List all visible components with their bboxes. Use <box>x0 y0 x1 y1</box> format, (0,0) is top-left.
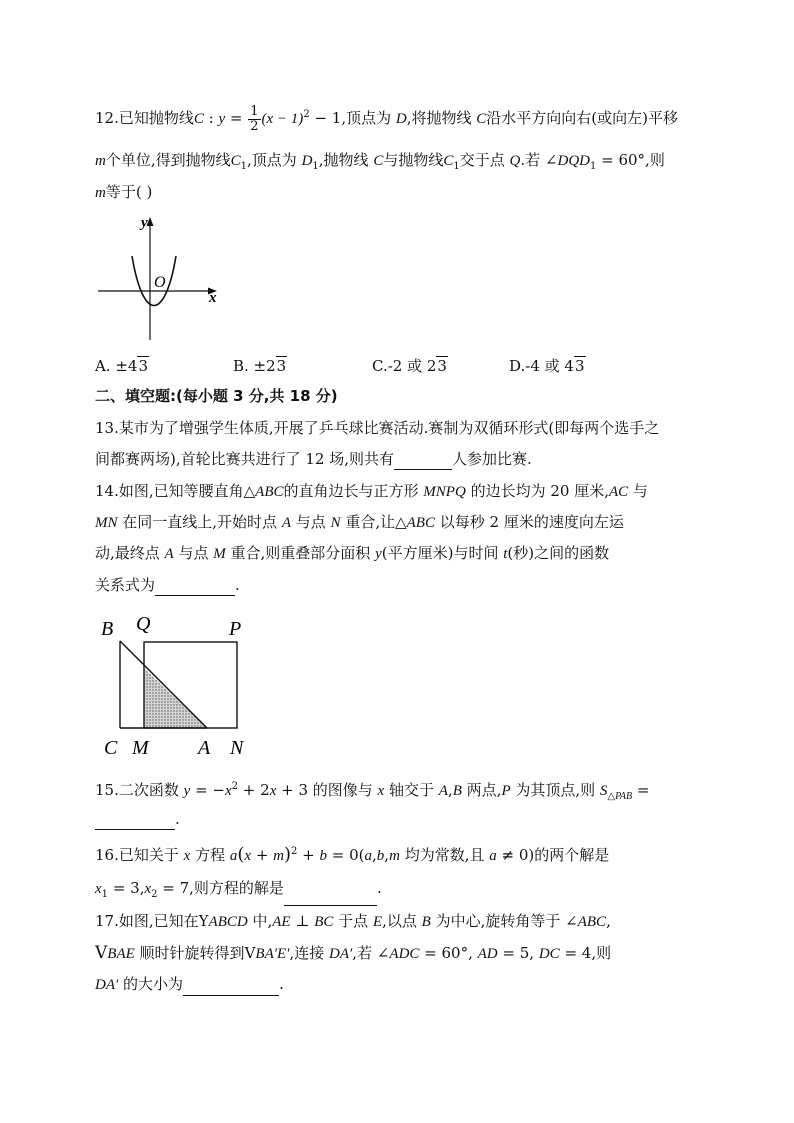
label-P: P <box>229 618 242 640</box>
label-A: A <box>198 737 211 759</box>
q14-answer-blank[interactable] <box>155 579 235 596</box>
q12-line-2: m个单位,得到抛物线$C_1$,顶点为 $D_1$,抛物线 C与抛物线$C_1$交于点 Q.若 $\angle DQD_1 = 60^\circ$,则 <box>95 151 665 172</box>
q13-line-1: 13.某市为了增强学生体质,开展了乒乓球比赛活动.赛制为双循环形式(即每两个选手之 <box>95 419 660 437</box>
q12-line-3: m等于( ) <box>95 183 153 201</box>
section-heading: 二、填空题:(每小题 3 分,共 18 分) <box>95 387 338 405</box>
q12-line-1: 12.已知抛物线C : y = $\frac{1}{2}$ $(x - 1)^2 - 1$,顶点为 D,将抛物线 C沿水平方向向右(或向左)平移 <box>95 103 678 134</box>
label-M: M <box>132 737 149 759</box>
q17-line-2: VBAE 顺时针旋转得到VBA′E′,连接 DA′,若 ∠ADC = 60°, AD = 5, DC = 4,则 <box>95 943 612 963</box>
option-c[interactable]: C.-2 或 23 <box>372 357 447 375</box>
q14-square-triangle-figure <box>98 608 258 763</box>
q16-answer-blank[interactable] <box>284 889 377 906</box>
q15-line-1: 15.二次函数 $y = -x^2 + 2x + 3$ 的图像与 x 轴交于 A,B 两点,P 为其顶点,则 $S_{\triangle PAB}$ = <box>95 781 650 802</box>
q16-line-2: $x_1 = 3,x_2 = 7$,则方程的解是 . <box>95 877 382 906</box>
origin-label: O <box>154 274 166 291</box>
y-axis-label: y <box>141 215 148 231</box>
label-C: C <box>104 737 118 759</box>
q15-answer-blank[interactable] <box>95 813 175 830</box>
q17-line-1: 17.如图,已知在YABCD 中,AE ⊥ BC 于点 E,以点 B 为中心,旋转角等于 ∠ABC, <box>95 912 611 930</box>
option-b[interactable]: B. ±23 <box>233 357 287 375</box>
fraction-one-half: $\frac{1}{2}$ <box>250 103 259 134</box>
q13-line-2: 间都赛两场),首轮比赛共进行了 12 场,则共有 人参加比赛. <box>95 450 532 468</box>
label-B: B <box>101 618 114 640</box>
q14-line-4: 关系式为 . <box>95 576 240 594</box>
label-Q: Q <box>136 613 151 635</box>
option-d[interactable]: D.-4 或 43 <box>509 357 585 375</box>
q16-line-1: 16.已知关于 x 方程 $a(x + m)^2 + b = 0(a,b,m$ 均为常数,且 a ≠ 0)的两个解是 <box>95 844 610 865</box>
q15-line-2: . <box>95 808 180 830</box>
option-a[interactable]: A. ±43 <box>95 357 149 375</box>
q13-answer-blank[interactable] <box>394 453 452 470</box>
q14-line-3: 动,最终点 A 与点 M 重合,则重叠部分面积 y(平方厘米)与时间 t(秒)之间的函数 <box>95 544 610 562</box>
q17-answer-blank[interactable] <box>183 979 279 996</box>
label-N: N <box>230 737 244 759</box>
q14-line-1: 14.如图,已知等腰直角△ABC的直角边长与正方形 MNPQ 的边长均为 20 厘米,AC 与 <box>95 482 648 500</box>
q14-line-2: MN 在同一直线上,开始时点 A 与点 N 重合,让△ABC 以每秒 2 厘米的速度向左运 <box>95 513 624 531</box>
q12-parabola-graph <box>95 210 235 345</box>
q17-line-3: DA′ 的大小为 . <box>95 973 284 996</box>
x-axis-label: x <box>209 290 217 306</box>
q12-options <box>95 355 695 377</box>
